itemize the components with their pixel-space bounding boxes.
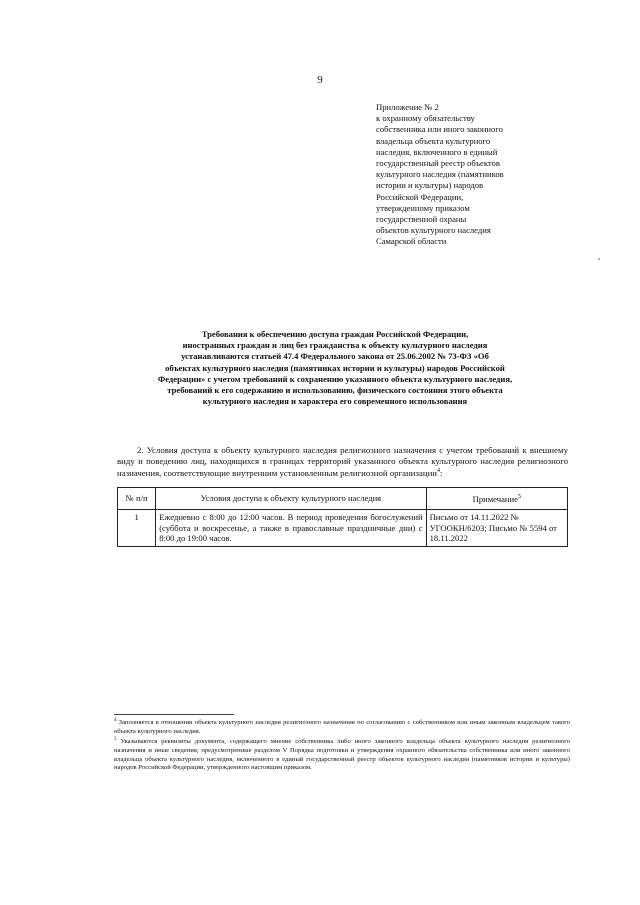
- footnote-text: Указываются реквизиты документа, содержащего мнение собственника либо иного законного владельца объекта культурного наследия религиозного назначения и иные сведения, предусмотренные разделом V Порядка подготовки и утверждения охранного обязательства собственника или иного законного владельца объекта культурного наследия, включенного в единый государственный реестр объектов культурного наследия (памятников истории и культуры) народов Российской Федерации, утвержденного настоящим приказом.: [114, 738, 570, 772]
- access-conditions-table: [117, 487, 568, 547]
- appendix-line: государственной охраны: [376, 214, 467, 225]
- header-conditions: Условия доступа к объекту культурного наследия: [156, 488, 426, 510]
- footnotes: [114, 717, 570, 773]
- footnote-ref: 4: [437, 468, 441, 475]
- footnote-text: Заполняется в отношении объекта культурного наследия религиозного назначения по согласованию с собственником или иным законным владельцем такого объекта культурного наследия.: [114, 719, 570, 735]
- title-line: устанавливаются статьей 47.4 Федерального закона от 25.06.2002 № 73-ФЗ «Об: [181, 351, 489, 362]
- page-number: 9: [317, 74, 323, 86]
- appendix-line: владельца объекта культурного: [376, 135, 491, 146]
- table-header-row: [118, 488, 568, 510]
- header-note-label: Примечание: [472, 494, 518, 505]
- body-paragraph: [117, 445, 568, 479]
- table-row: [118, 510, 568, 547]
- appendix-line: Российской Федерации,: [376, 191, 464, 202]
- appendix-line: объектов культурного наследия: [376, 225, 491, 236]
- appendix-line: Самарской области: [376, 236, 447, 247]
- title-line: культурного наследия и характера его современного использования: [202, 396, 468, 407]
- title-line: иностранных граждан и лиц без гражданства к объекту культурного наследия: [182, 340, 488, 351]
- appendix-line: Приложение № 2: [376, 102, 439, 112]
- title-line: Федерации» с учетом требований к сохранению указанного объекта культурного наследия,: [157, 373, 513, 384]
- title-line: объектах культурного наследия (памятниках истории и культуры) народов Российской: [165, 362, 505, 373]
- scan-speck: [598, 258, 600, 260]
- appendix-header: [376, 102, 606, 248]
- cell-note: Письмо от 14.11.2022 № УГООКН/6203; Письмо № 5594 от 18.11.2022: [426, 510, 567, 547]
- footnote-item: [114, 736, 570, 773]
- footnote-separator: [114, 714, 234, 715]
- title-line: требований к его содержанию и использованию, физического состояния этого объекта: [167, 385, 503, 396]
- appendix-line: государственный реестр объектов: [376, 158, 500, 169]
- appendix-line: к охранному обязательству: [376, 113, 475, 124]
- document-title: [100, 329, 570, 407]
- header-num: № п/п: [118, 488, 156, 510]
- appendix-line: наследия, включенного в единый: [376, 146, 498, 157]
- appendix-line: собственника или иного законного: [376, 124, 503, 135]
- appendix-line: культурного наследия (памятников: [376, 169, 504, 180]
- footnote-item: [114, 717, 570, 736]
- footnote-ref: 5: [517, 494, 521, 501]
- header-note: [426, 488, 567, 510]
- paragraph-text: 2. Условия доступа к объекту культурного наследия религиозного назначения с учетом требований к внешнему виду и поведению лиц, находящихся в границах территорий указанного объекта культурного наследия религиозного назначения, соответствующие внутренним установленным религиозной организации: [117, 444, 568, 479]
- cell-conditions: Ежедневно с 8:00 до 12:00 часов. В период проведения богослужений (суббота и воскресенье, а также в православные праздничные дни) с 8:00 до 19:00 часов.: [156, 510, 426, 547]
- cell-num: 1: [118, 510, 156, 547]
- paragraph-suffix: :: [440, 468, 443, 479]
- title-line: Требования к обеспечению доступа граждан Российской Федерации,: [201, 329, 469, 339]
- footnote-mark: 5: [114, 737, 117, 743]
- appendix-line: истории и культуры) народов: [376, 180, 484, 191]
- footnote-mark: 4: [114, 718, 117, 723]
- appendix-line: утвержденному приказом: [376, 202, 470, 213]
